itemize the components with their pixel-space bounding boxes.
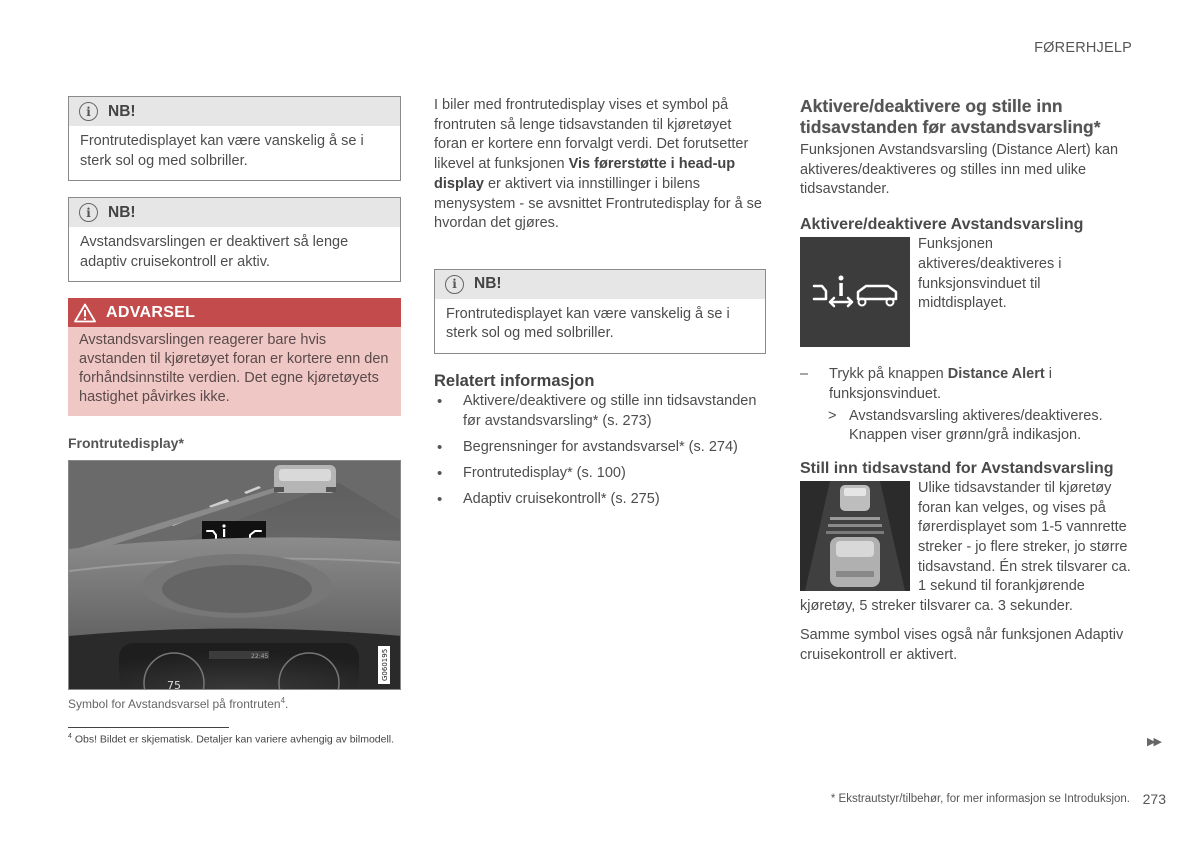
- note-title: NB!: [108, 203, 136, 221]
- related-link[interactable]: • Aktivere/deaktivere og stille inn tidsavstanden før avstandsvarsling* (s. 273): [434, 392, 766, 431]
- step-marker: –: [800, 366, 809, 383]
- footnote: [68, 733, 394, 746]
- hud-illustration: [68, 460, 401, 690]
- result-marker: >: [828, 407, 837, 424]
- note-box: [68, 96, 401, 181]
- accessory-note: * Ekstrautstyr/tilbehør, for mer informasjon se Introduksjon.: [830, 793, 1130, 805]
- driver-display-distance-image: [800, 481, 910, 591]
- info-icon: i: [445, 275, 464, 294]
- subheading-hud: Frontrutedisplay*: [68, 435, 184, 451]
- note-header: [69, 198, 400, 227]
- warning-triangle-icon: [74, 303, 96, 323]
- warning-title: ADVARSEL: [106, 303, 196, 321]
- para-text: er aktivert via innstillinger i bilens menysystem - se avsnittet Frontrutedisplay for å se hvordan det gjøres.: [434, 175, 762, 232]
- speed-readout: 75: [167, 679, 181, 690]
- note-header: [435, 270, 765, 299]
- info-icon: i: [79, 203, 98, 222]
- distance-alert-symbol: [800, 237, 910, 347]
- related-heading: Relatert informasjon: [434, 371, 595, 390]
- result-text: Avstandsvarsling aktiveres/deaktiveres. Knappen viser grønn/grå indikasjon.: [849, 407, 1103, 444]
- footnote-text: Obs! Bildet er skjematisk. Detaljer kan variere avhengig av bilmodell.: [74, 733, 395, 746]
- intro-paragraph: Funksjonen Avstandsvarsling (Distance Alert) kan aktiveres/deaktiveres og stilles inn med ulike tidsavstander.: [800, 142, 1119, 198]
- warning-box: [68, 298, 401, 416]
- footnote-divider: [68, 727, 229, 728]
- para-text: I biler med frontrutedisplay vises et symbol på frontruten så lenge tidsavstanden til kjøretøyet foran er kortere enn forvalgt verdi. Det forutsetter likevel at funksjonen: [434, 97, 749, 173]
- subheading-activate: Aktivere/deaktivere Avstandsvarsling: [800, 216, 1084, 234]
- note-box: [434, 269, 766, 354]
- footnote-number: 4: [68, 733, 72, 740]
- clock-readout: 22:45: [251, 653, 269, 660]
- section-header: FØRERHJELP: [1034, 40, 1132, 56]
- column-right: [800, 96, 1132, 665]
- note-text: Frontrutedisplayet kan være vanskelig å se i sterk sol og med solbriller.: [446, 305, 730, 342]
- warning-header: [68, 298, 401, 327]
- section-heading: Aktivere/deaktivere og stille inn tidsavstanden før avstandsvarsling*: [800, 96, 1101, 137]
- hud-paragraph: [434, 96, 766, 234]
- figure-caption: Symbol for Avstandsvarsel på frontruten$^4$.: [68, 696, 289, 711]
- next-page-arrows-icon[interactable]: ▶▶: [1147, 736, 1160, 748]
- note-header: [69, 97, 400, 126]
- related-link[interactable]: • Frontrutedisplay* (s. 100): [434, 464, 766, 484]
- note-title: NB!: [474, 275, 502, 293]
- note-text: Frontrutedisplayet kan være vanskelig å se i sterk sol og med solbriller.: [80, 133, 364, 169]
- note-box: [68, 197, 401, 282]
- activate-text: Funksjonen aktiveres/deaktiveres i funksjonsvinduet til midtdisplayet.: [918, 236, 1062, 312]
- page-number: 273: [1142, 791, 1166, 807]
- note-title: NB!: [108, 102, 136, 120]
- step-text: i funksjonsvinduet.: [829, 366, 1052, 402]
- acc-symbol-text: Samme symbol vises også når funksjonen Adaptiv cruisekontroll er aktivert.: [800, 626, 1124, 663]
- image-code: G060195: [381, 648, 389, 681]
- subheading-set-distance: Still inn tidsavstand for Avstandsvarsling: [800, 459, 1114, 477]
- related-link[interactable]: • Adaptiv cruisekontroll* (s. 275): [434, 490, 766, 510]
- distance-alert-button-name: Distance Alert: [947, 366, 1045, 383]
- column-middle: [434, 96, 766, 516]
- related-link[interactable]: • Begrensninger for avstandsvarsel* (s. 274): [434, 438, 766, 458]
- caption-text: Symbol for Avstandsvarsel på frontruten: [68, 697, 281, 711]
- set-distance-text: Ulike tidsavstander til kjøretøy foran kan velges, og vises på førerdisplayet som 1-5 vannrette streker - jo flere streker, jo større tidsavstand. Én strek tilsvarer ca. 1 sekund til forankjørende kjøretøy, 5 streker tilsvarer ca. 3 sekunder.: [800, 479, 1131, 615]
- info-icon: i: [79, 102, 98, 121]
- step-text: Trykk på knappen: [829, 366, 948, 383]
- step-result: [800, 407, 1132, 446]
- para-setting-name: Vis førerstøtte i head-up display: [434, 156, 736, 192]
- caption-footnote-ref: 4: [280, 696, 286, 705]
- warning-text: Avstandsvarslingen reagerer bare hvis avstanden til kjøretøyet foran er kortere enn den forhåndsinnstilte verdien. Det egne kjøretøyets hastighet påvirkes ikke.: [68, 327, 401, 416]
- step-item: [800, 365, 1132, 404]
- note-text: Avstandsvarslingen er deaktivert så lenge adaptiv cruisekontroll er aktiv.: [80, 234, 349, 270]
- related-list: [434, 392, 766, 510]
- column-left: [68, 96, 401, 711]
